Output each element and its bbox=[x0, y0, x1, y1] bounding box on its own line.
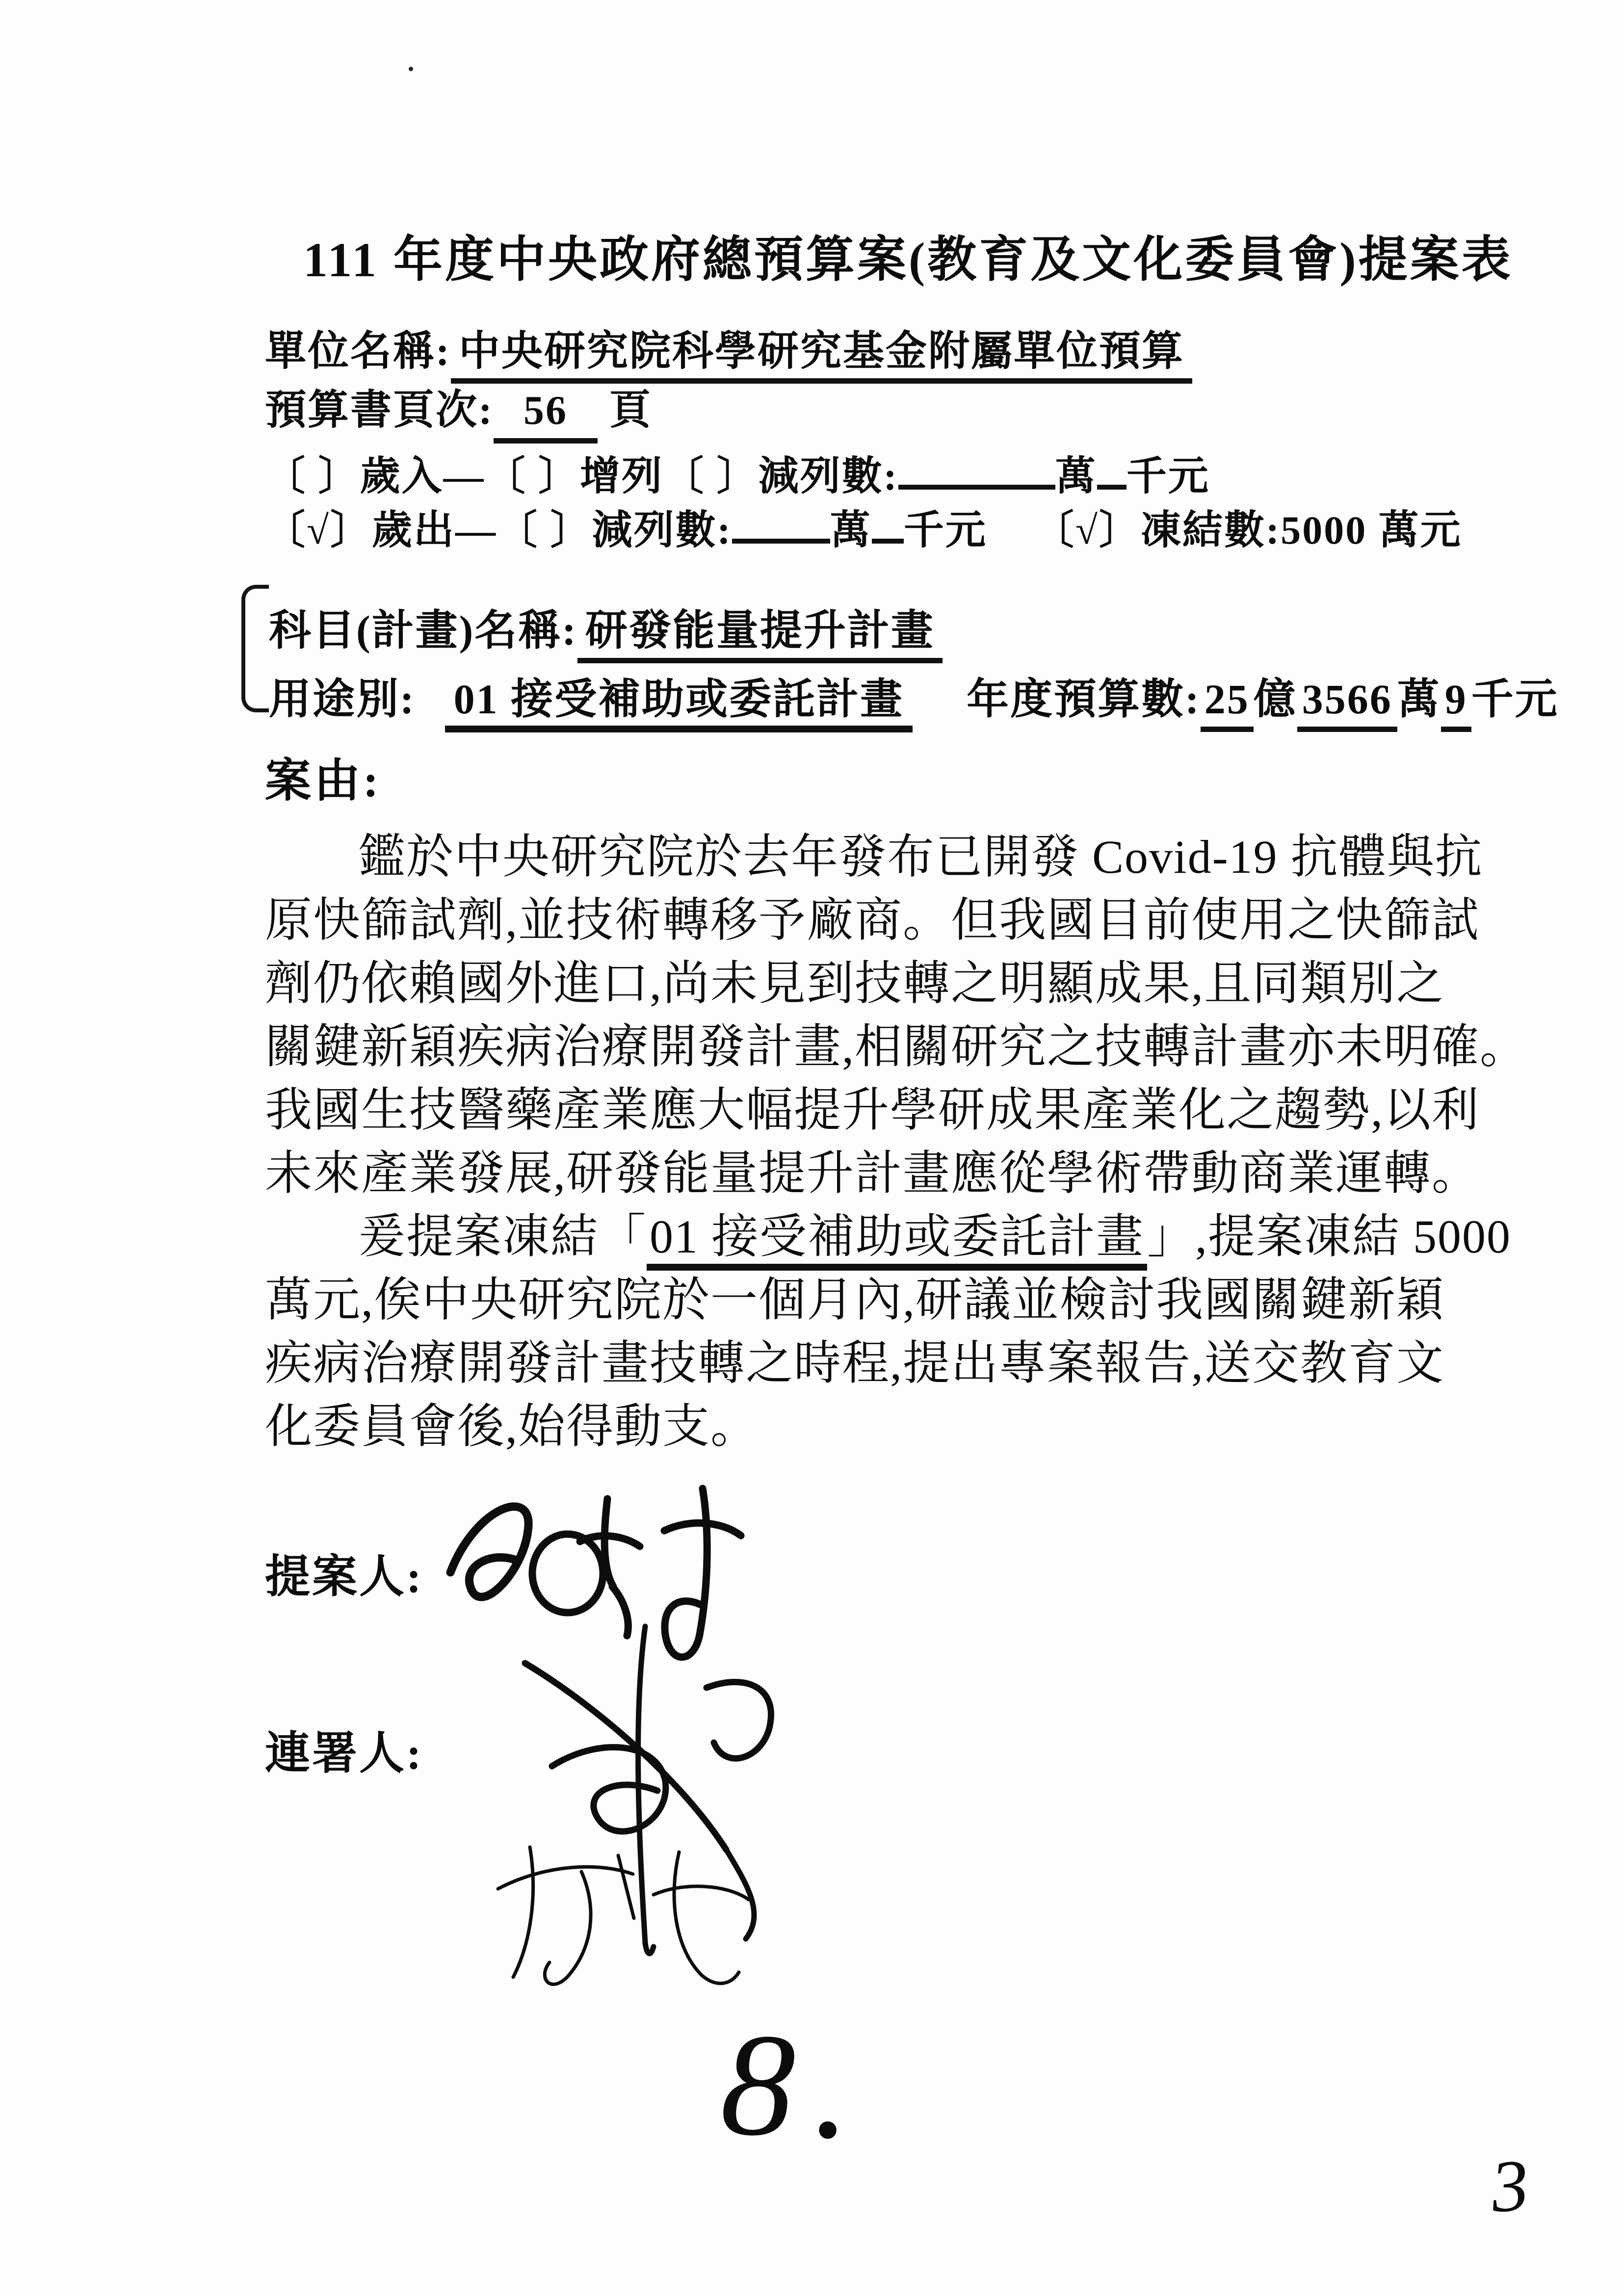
cosigner-signature-2 bbox=[471, 1825, 775, 2011]
body-line-freeze-proposal bbox=[265, 1205, 1511, 1268]
freeze-proposal-underlined: 01 接受補助或委託計畫 bbox=[647, 1210, 1147, 1271]
body-line: 疾病治療開發計畫技轉之時程,提出專案報告,送交教育文 bbox=[265, 1337, 1444, 1389]
expenditure-amount-blank bbox=[732, 500, 830, 544]
freeze-label: 凍結數: bbox=[1140, 508, 1281, 552]
annual-budget-yi-value: 25 bbox=[1201, 676, 1254, 732]
body-line: 鑑於中央研究院於去年發布已開發 Covid-19 抗體與抗 bbox=[358, 831, 1483, 883]
unit-name-label: 單位名稱: bbox=[265, 329, 451, 374]
expenditure-decrease-label: 減列數: bbox=[592, 508, 732, 552]
annual-budget-yi-unit: 億 bbox=[1253, 676, 1297, 723]
revenue-decrease-checkbox: 〔 〕 bbox=[663, 454, 759, 498]
usage-value: 01 接受補助或委託計畫 bbox=[445, 676, 913, 732]
body-line: 化委員會後,始得動支。 bbox=[265, 1400, 759, 1453]
freeze-proposal-pre: 爰提案凍結「 bbox=[358, 1210, 647, 1263]
body-line: 原快篩試劑,並技術轉移予廠商。但我國目前使用之快篩試 bbox=[265, 894, 1480, 946]
budget-page-row bbox=[265, 377, 652, 444]
revenue-unit-qianyuan: 千元 bbox=[1126, 454, 1210, 498]
body-line: 萬元,俟中央研究院於一個月內,研議並檢討我國關鍵新穎 bbox=[265, 1274, 1444, 1326]
usage-label: 用途別: bbox=[269, 676, 416, 723]
subject-value: 研發能量提升計畫 bbox=[577, 607, 943, 663]
budget-page-suffix: 頁 bbox=[609, 388, 652, 433]
revenue-label: 歲入— bbox=[360, 454, 485, 498]
expenditure-unit-qianyuan: 千元 bbox=[903, 508, 987, 552]
page-number: 3 bbox=[1489, 2144, 1531, 2228]
body-line: 我國生技醫藥產業應大幅提升學研成果產業化之趨勢,以利 bbox=[265, 1084, 1480, 1136]
revenue-row bbox=[265, 444, 1210, 501]
unit-name-row bbox=[265, 318, 1192, 377]
usage-row bbox=[269, 665, 1559, 726]
annual-budget-wan-unit: 萬 bbox=[1397, 676, 1441, 723]
budget-page-value: 56 bbox=[494, 387, 598, 444]
revenue-unit-wan: 萬 bbox=[1055, 454, 1097, 498]
proposer-label: 提案人: bbox=[265, 1552, 423, 1602]
subject-row bbox=[269, 596, 943, 657]
cosigner-label: 連署人: bbox=[265, 1728, 423, 1778]
expenditure-row bbox=[265, 498, 1462, 555]
expenditure-label: 歲出— bbox=[372, 508, 498, 552]
freeze-proposal-post: 」,提案凍結 5000 bbox=[1147, 1210, 1511, 1263]
expenditure-decrease-checkbox: 〔 〕 bbox=[497, 508, 592, 552]
body-line: 劑仍依賴國外進口,尚未見到技轉之明顯成果,且同類別之 bbox=[265, 957, 1444, 1010]
annual-budget-qian-value: 9 bbox=[1441, 676, 1471, 732]
revenue-amount-blank-2 bbox=[1097, 446, 1126, 490]
revenue-amount-blank bbox=[898, 446, 1055, 490]
revenue-increase-label: 增列 bbox=[580, 454, 664, 498]
revenue-increase-checkbox: 〔 〕 bbox=[485, 454, 580, 498]
body-line: 未來產業發展,研發能量提升計畫應從學術帶動商業運轉。 bbox=[265, 1147, 1480, 1200]
subject-block-bracket bbox=[241, 585, 269, 712]
subject-label: 科目(計畫)名稱: bbox=[269, 607, 577, 654]
scan-speck bbox=[409, 67, 413, 71]
expenditure-checkbox-checked: 〔√〕 bbox=[265, 508, 372, 552]
handwritten-number-8: 8. bbox=[718, 2002, 874, 2170]
body-line: 關鍵新穎疾病治療開發計畫,相關研究之技轉計畫亦未明確。 bbox=[265, 1020, 1528, 1073]
annual-budget-qian-unit: 千元 bbox=[1471, 676, 1559, 723]
expenditure-unit-wan: 萬 bbox=[830, 508, 872, 552]
annual-budget-wan-value: 3566 bbox=[1297, 676, 1397, 732]
freeze-amount: 5000 萬元 bbox=[1281, 508, 1462, 552]
case-label: 案由: bbox=[265, 756, 382, 807]
expenditure-amount-blank-2 bbox=[872, 500, 904, 544]
freeze-checkbox-checked: 〔√〕 bbox=[1033, 508, 1141, 552]
revenue-decrease-label: 減列數: bbox=[758, 454, 898, 498]
page-title: 111 年度中央政府總預算案(教育及文化委員會)提案表 bbox=[303, 233, 1513, 287]
unit-name-value: 中央研究院科學研究基金附屬單位預算 bbox=[451, 329, 1192, 384]
annual-budget-label: 年度預算數: bbox=[967, 676, 1201, 723]
revenue-checkbox-empty: 〔 〕 bbox=[265, 454, 360, 498]
budget-page-label: 預算書頁次: bbox=[265, 388, 494, 433]
case-body bbox=[265, 825, 1528, 1458]
